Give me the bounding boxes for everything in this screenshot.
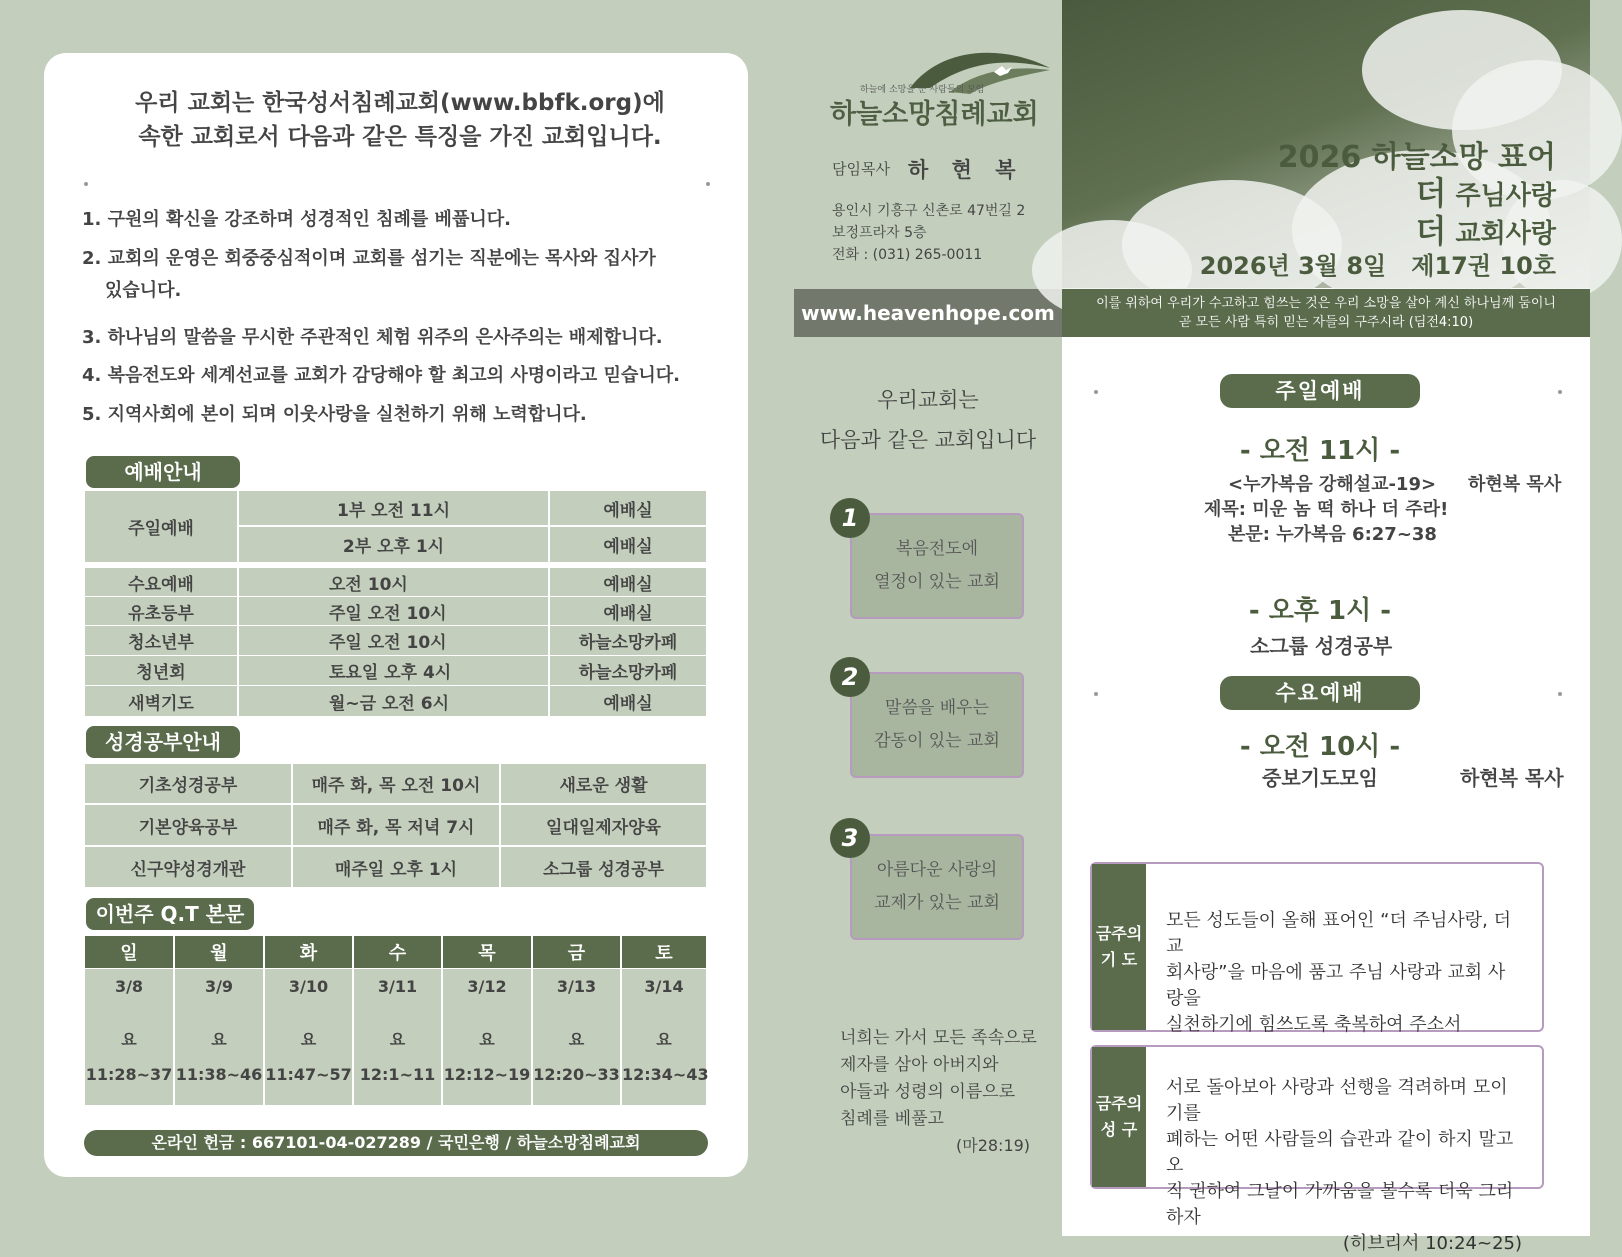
sunday-time-1: 1부 오전 11시 [239,491,548,525]
worship-time: 토요일 오후 4시 [239,656,548,685]
sunday-place-2: 예배실 [550,527,706,562]
qt-verse: 12:1~11 [359,1065,436,1084]
intro-line-2: 속한 교회로서 다음과 같은 특징을 가진 교회입니다. [138,124,662,150]
study-time: 매주일 오후 1시 [293,847,499,887]
ornament-dot [1094,692,1098,696]
number-badge: 2 [830,657,870,697]
theme-text: 주님사랑 [1446,181,1556,211]
wednesday-preacher: 하현복 목사 [1460,766,1564,790]
prayer-line: 회사랑”을 마음에 품고 주님 사랑과 교회 사랑을 [1166,962,1506,1009]
theme-text: 교회사랑 [1446,219,1556,249]
study-name: 신구약성경개관 [85,847,291,887]
ornament-dot [1558,390,1562,394]
sermon-series: <누가복음 강해설교-19> [1228,474,1437,495]
trait-line: 교제가 있는 교회 [874,893,1000,913]
sunday-service-title: 주일예배 [1220,374,1420,408]
mid-section-title [794,380,1062,460]
number-badge: 3 [830,818,870,858]
verse-line: 제자를 삼아 아버지와 [840,1055,999,1075]
qt-date: 3/9 [204,977,234,996]
qt-verse: 11:38~46 [175,1065,263,1084]
prayer-line: 모든 성도들이 올해 표어인 “더 주님사랑, 더 교 [1166,910,1511,957]
scripture-line: 서로 돌아보아 사랑과 선행을 격려하며 모이기를 [1166,1077,1508,1124]
study-topic: 소그룹 성경공부 [501,847,706,887]
scripture-label-line: 금주의 [1095,1094,1143,1113]
worship-name: 청년회 [85,656,237,685]
qt-verse: 12:12~19 [443,1065,531,1084]
ornament-dot [1094,390,1098,394]
feature-item: 1. 구원의 확신을 강조하며 성경적인 침례를 베풉니다. [82,209,511,230]
qt-day-column [533,969,620,1105]
qt-day-column [354,969,441,1105]
great-commission-verse [840,1025,1037,1133]
worship-name: 유초등부 [85,597,237,625]
qt-book: 요 [656,1030,672,1049]
trait-line: 열정이 있는 교회 [874,572,1000,592]
qt-day-header: 수 [354,936,441,968]
ornament-dot [1558,692,1562,696]
study-topic: 새로운 생활 [501,764,706,803]
sunday-time-2: 2부 오후 1시 [239,527,548,562]
study-name: 기초성경공부 [85,764,291,803]
qt-verse: 11:47~57 [265,1065,352,1084]
qt-day-header: 화 [265,936,352,968]
sunday-am-time: - 오전 11시 - [1239,436,1401,466]
phone-number: 전화 : (031) 265-0011 [832,247,983,263]
feature-item: 5. 지역사회에 본이 되며 이웃사랑을 실천하기 위해 노력합니다. [82,404,587,425]
scripture-reference: (히브리서 10:24~25) [1342,1233,1522,1254]
ornament-dot [706,182,710,186]
theme-verse-line-2: 곧 모든 사람 특히 믿는 자들의 구주시라 (딤전4:10) [1178,315,1474,330]
qt-date: 3/14 [644,977,684,996]
church-trait-card [850,513,1024,619]
feature-item: 4. 복음전도와 세계선교를 교회가 감당해야 할 최고의 사명이라고 믿습니다. [82,365,680,386]
theme-emphasis: 더 [1415,212,1447,250]
feature-item-cont: 있습니다. [105,280,182,301]
weekly-scripture-box [1090,1045,1544,1254]
worship-time: 주일 오전 10시 [239,626,548,655]
pastor-name: 하 현 복 [908,158,1024,182]
qt-day-column [265,969,352,1105]
study-name: 기본양육공부 [85,805,291,845]
worship-place: 하늘소망카페 [550,626,706,655]
scripture-line: 직 권하여 그날이 가까움을 볼수록 더욱 그리하자 [1166,1181,1514,1228]
qt-verse: 12:20~33 [533,1065,620,1084]
qt-day-header: 토 [622,936,706,968]
qt-day-column [443,969,531,1105]
church-trait-card [850,834,1024,940]
weekly-prayer-box [1090,862,1544,1035]
verse-line: 너희는 가서 모든 족속으로 [840,1028,1037,1048]
feature-item: 2. 교회의 운영은 회중중심적이며 교회를 섬기는 직분에는 목사와 집사가 [82,248,656,269]
wednesday-service-title: 수요예배 [1220,676,1420,710]
prayer-line: 실천하기에 힘쓰도록 축복하여 주소서 [1166,1014,1462,1035]
verse-line: 침례를 베풀고 [840,1109,944,1129]
prayer-text [1166,908,1522,1038]
sunday-pm-desc: 소그룹 성경공부 [1250,634,1393,658]
qt-day-header: 금 [533,936,620,968]
qt-book: 요 [211,1030,227,1049]
sunday-preacher: 하현복 목사 [1468,474,1562,495]
church-address [832,200,1025,266]
wednesday-time: - 오전 10시 - [1239,732,1401,762]
qt-day-column [175,969,263,1105]
qt-day-header: 목 [443,936,531,968]
qt-date: 3/11 [377,977,418,996]
mid-title-line-2: 다음과 같은 교회입니다 [819,428,1037,452]
trait-line: 아름다운 사랑의 [876,860,998,880]
online-offering-bar: 온라인 헌금 : 667101-04-027289 / 국민은행 / 하늘소망침례교회 [84,1130,708,1156]
trait-line: 복음전도에 [895,539,979,559]
theme-verse-line-1: 이를 위하여 우리가 수고하고 힘쓰는 것은 우리 소망을 살아 계신 하나님께 둠이니 [1096,296,1556,311]
prayer-label-line: 금주의 [1095,924,1143,943]
qt-book: 요 [479,1030,495,1049]
worship-time: 월~금 오전 6시 [239,686,548,716]
qt-book: 요 [568,1030,585,1049]
intro-line-1: 우리 교회는 한국성서침례교회(www.bbfk.org)에 [135,90,665,116]
qt-date: 3/12 [467,977,507,996]
ornament-dot [84,182,88,186]
trait-line: 감동이 있는 교회 [874,731,1000,751]
qt-book: 요 [300,1030,317,1049]
worship-section-title: 예배안내 [86,456,240,488]
qt-day-header: 월 [175,936,263,968]
worship-name: 수요예배 [85,568,237,596]
qt-date: 3/10 [288,977,329,996]
scripture-text [1166,1075,1522,1257]
qt-verse: 11:28~37 [85,1065,173,1084]
worship-place: 예배실 [550,686,706,716]
website-link[interactable]: www.heavenhope.com [794,289,1062,337]
worship-name: 청소년부 [85,626,237,655]
pastor-label: 담임목사 [832,160,890,178]
prayer-label [1092,864,1146,1030]
bulletin-date: 2026년 3월 8일 제17권 10호 [1199,252,1556,280]
worship-name: 새벽기도 [85,686,237,716]
qt-book: 요 [389,1030,406,1049]
number-badge: 1 [830,498,870,538]
worship-place: 하늘소망카페 [550,656,706,685]
church-name: 하늘소망침례교회 [830,99,1039,130]
church-tagline: 하늘에 소망을 둔 사람들의 모임 [860,85,985,95]
scripture-label [1092,1047,1146,1187]
sunday-worship-label: 주일예배 [85,491,237,562]
intro-heading [80,86,720,154]
qt-date: 3/8 [114,977,144,996]
theme-emphasis: 더 [1415,174,1447,212]
study-topic: 일대일제자양육 [501,805,706,845]
bible-study-section-title: 성경공부안내 [86,726,240,758]
theme-verse-bar [1062,289,1590,337]
worship-time: 주일 오전 10시 [239,597,548,625]
prayer-label-line: 기 도 [1100,950,1138,969]
worship-place: 예배실 [550,597,706,625]
sermon-title: 제목: 미운 놈 떡 하나 더 주라! [1204,499,1449,520]
address-line-2: 보정프라자 5층 [832,225,927,241]
sunday-place-1: 예배실 [550,491,706,525]
scripture-line: 폐하는 어떤 사람들의 습관과 같이 하지 말고 오 [1166,1129,1514,1176]
trait-line: 말씀을 배우는 [885,698,989,718]
sermon-text: 본문: 누가복음 6:27~38 [1228,524,1437,545]
worship-time: 오전 10시 [239,568,548,596]
qt-day-header: 일 [85,936,173,968]
theme-title: 2026 하늘소망 표어 [1277,140,1556,175]
address-line-1: 용인시 기흥구 신촌로 47번길 2 [832,203,1026,219]
study-time: 매주 화, 목 오전 10시 [293,764,499,803]
sunday-pm-time: - 오후 1시 - [1248,596,1392,626]
church-trait-card [850,672,1024,778]
mid-title-line-1: 우리교회는 [877,388,979,412]
wednesday-desc: 중보기도모임 [1262,766,1378,790]
verse-reference: (마28:19) [956,1136,1031,1155]
qt-book: 요 [121,1030,137,1049]
qt-section-title: 이번주 Q.T 본문 [86,898,254,930]
scripture-label-line: 성 구 [1100,1120,1138,1139]
qt-day-column [85,969,173,1105]
qt-date: 3/13 [556,977,597,996]
study-time: 매주 화, 목 저녁 7시 [293,805,499,845]
qt-day-column [622,969,709,1105]
feature-item: 3. 하나님의 말씀을 무시한 주관적인 체험 위주의 은사주의는 배제합니다. [82,327,663,348]
worship-place: 예배실 [550,568,706,596]
verse-line: 아들과 성령의 이름으로 [840,1082,1016,1102]
qt-verse: 12:34~43 [622,1065,709,1084]
